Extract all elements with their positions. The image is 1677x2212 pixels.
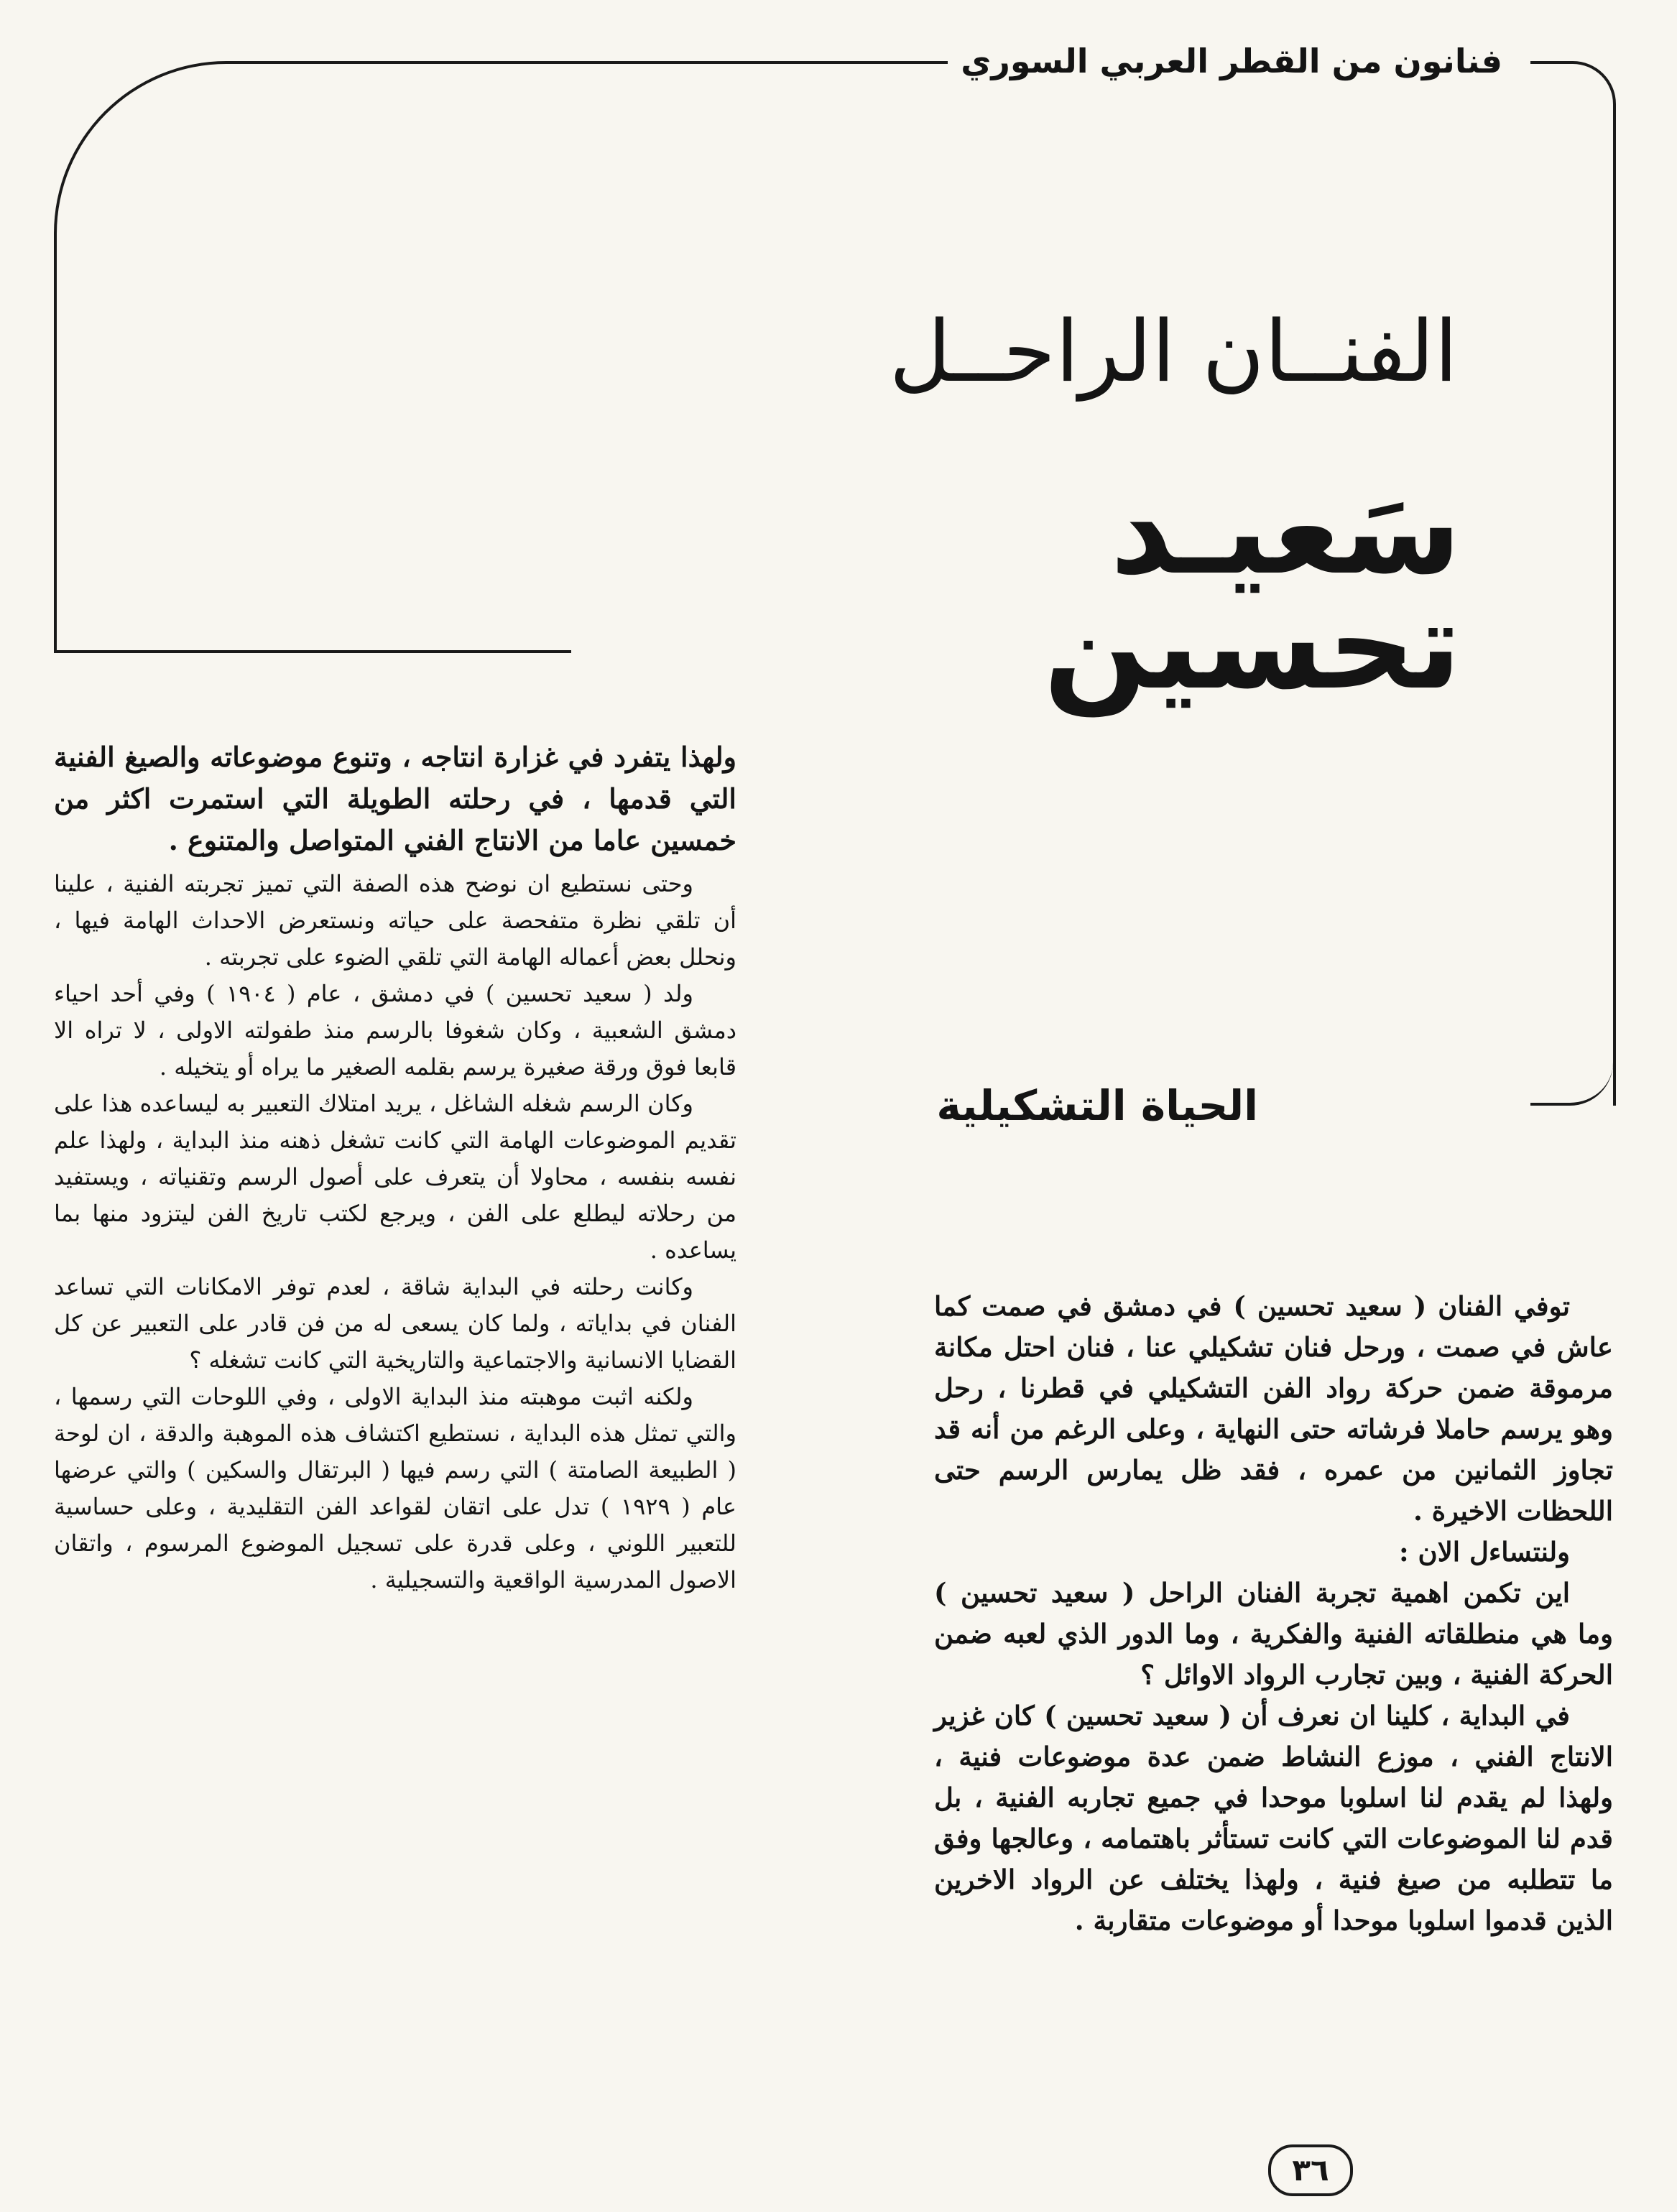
frame-border-top-left bbox=[54, 61, 948, 653]
series-title: فنانون من القطر العربي السوري bbox=[948, 42, 1515, 80]
headline-subtitle: الفنــان الراحــل bbox=[889, 302, 1458, 401]
body-paragraph: وحتى نستطيع ان نوضح هذه الصفة التي تميز تجربته الفنية ، علينا أن تلقي نظرة متفحصة على حياته ونستعرض الاحداث الهامة فيها ، ونحلل بعض أعماله الهامة التي تلقي الضوء على تجربته . bbox=[54, 870, 737, 971]
lead-paragraph: ولهذا يتفرد في غزارة انتاجه ، وتنوع موضوعاته والصيغ الفنية التي قدمها ، في رحلته الطويلة التي استمرت اكثر من خمسين عاما من الانتاج الفني المتواصل والمتنوع . bbox=[54, 741, 736, 856]
section-heading: الحياة التشكيلية bbox=[923, 1081, 1271, 1130]
frame-border-bottom-right bbox=[1530, 1013, 1613, 1106]
headline-name-first: سَعيـد bbox=[1110, 460, 1461, 602]
body-paragraph: اين تكمن اهمية تجربة الفنان الراحل ( سعيد تحسين ) وما هي منطلقاته الفنية والفكرية ، وما الدور الذي لعبه ضمن الحركة الفنية ، وبين تجارب الرواد الاوائل ؟ bbox=[934, 1577, 1613, 1690]
question-intro: ولنتساءل الان : bbox=[1398, 1536, 1570, 1568]
body-paragraph: ولد ( سعيد تحسين ) في دمشق ، عام ( ١٩٠٤ ) وفي أحد احياء دمشق الشعبية ، وكان شغوفا بالرسم منذ طفولته الاولى ، لا تراه الا قابعا فوق ورقة صغيرة يرسم بقلمه الصغير ما يراه أو يتخيله . bbox=[54, 980, 736, 1080]
body-paragraph: في البداية ، كلينا ان نعرف أن ( سعيد تحسين ) كان غزير الانتاج الفني ، موزع النشاط ضمن عدة موضوعات فنية ، ولهذا لم يقدم لنا اسلوبا موحدا في جميع تجاربه الفنية ، بل قدم لنا الموضوعات التي كانت تستأثر باهتمامه ، وعالجها وفق ما تتطلبه من صيغ فنية ، ولهذا يختلف عن الرواد الاخرين الذين قدموا اسلوبا موحدا أو موضوعات متقاربة . bbox=[934, 1700, 1613, 1936]
headline-name-last: تحسين bbox=[1043, 575, 1461, 717]
frame-border-bottom-left bbox=[54, 650, 571, 653]
frame-border-top-right bbox=[1530, 61, 1616, 1106]
article-column-right bbox=[934, 1286, 1613, 1941]
body-paragraph: وكانت رحلته في البداية شاقة ، لعدم توفر الامكانات التي تساعد الفنان في بداياته ، ولما كان يسعى له من فن قادر على التعبير عن كل القضايا الانسانية والاجتماعية والتاريخية التي كانت تشغله ؟ bbox=[54, 1273, 737, 1374]
body-paragraph: وكان الرسم شغله الشاغل ، يريد امتلاك التعبير به ليساعده هذا على تقديم الموضوعات الهامة التي كانت تشغل ذهنه منذ البداية ، ولهذا علم نفسه بنفسه ، محاولا أن يتعرف على أصول الرسم وتقنياته ، ويستفيد من رحلاته ليطلع على الفن ، ويرجع لكتب تاريخ الفن ليتزود منها بما يساعده . bbox=[54, 1090, 736, 1264]
page-number: ٣٦ bbox=[1268, 2144, 1353, 2196]
body-paragraph: توفي الفنان ( سعيد تحسين ) في دمشق في صمت كما عاش في صمت ، ورحل فنان تشكيلي عنا ، فنان احتل مكانة مرموقة ضمن حركة رواد الفن التشكيلي في قطرنا ، رحل وهو يرسم حاملا فرشاته حتى النهاية ، وعلى الرغم من أنه قد تجاوز الثمانين من عمره ، فقد ظل يمارس الرسم حتى اللحظات الاخيرة . bbox=[934, 1290, 1613, 1527]
article-column-left bbox=[54, 736, 736, 1598]
body-paragraph: ولكنه اثبت موهبته منذ البداية الاولى ، وفي اللوحات التي رسمها ، والتي تمثل هذه البداية ، نستطيع اكتشاف هذه الموهبة والدقة ، ان لوحة ( الطبيعة الصامتة ) التي رسم فيها ( البرتقال والسكين ) والتي عرضها عام ( ١٩٢٩ ) تدل على اتقان لقواعد الفن التقليدية ، وعلى حساسية للتعبير اللوني ، وعلى قدرة على تسجيل الموضوع المرسوم ، واتقان الاصول المدرسية الواقعية والتسجيلية . bbox=[54, 1383, 737, 1593]
